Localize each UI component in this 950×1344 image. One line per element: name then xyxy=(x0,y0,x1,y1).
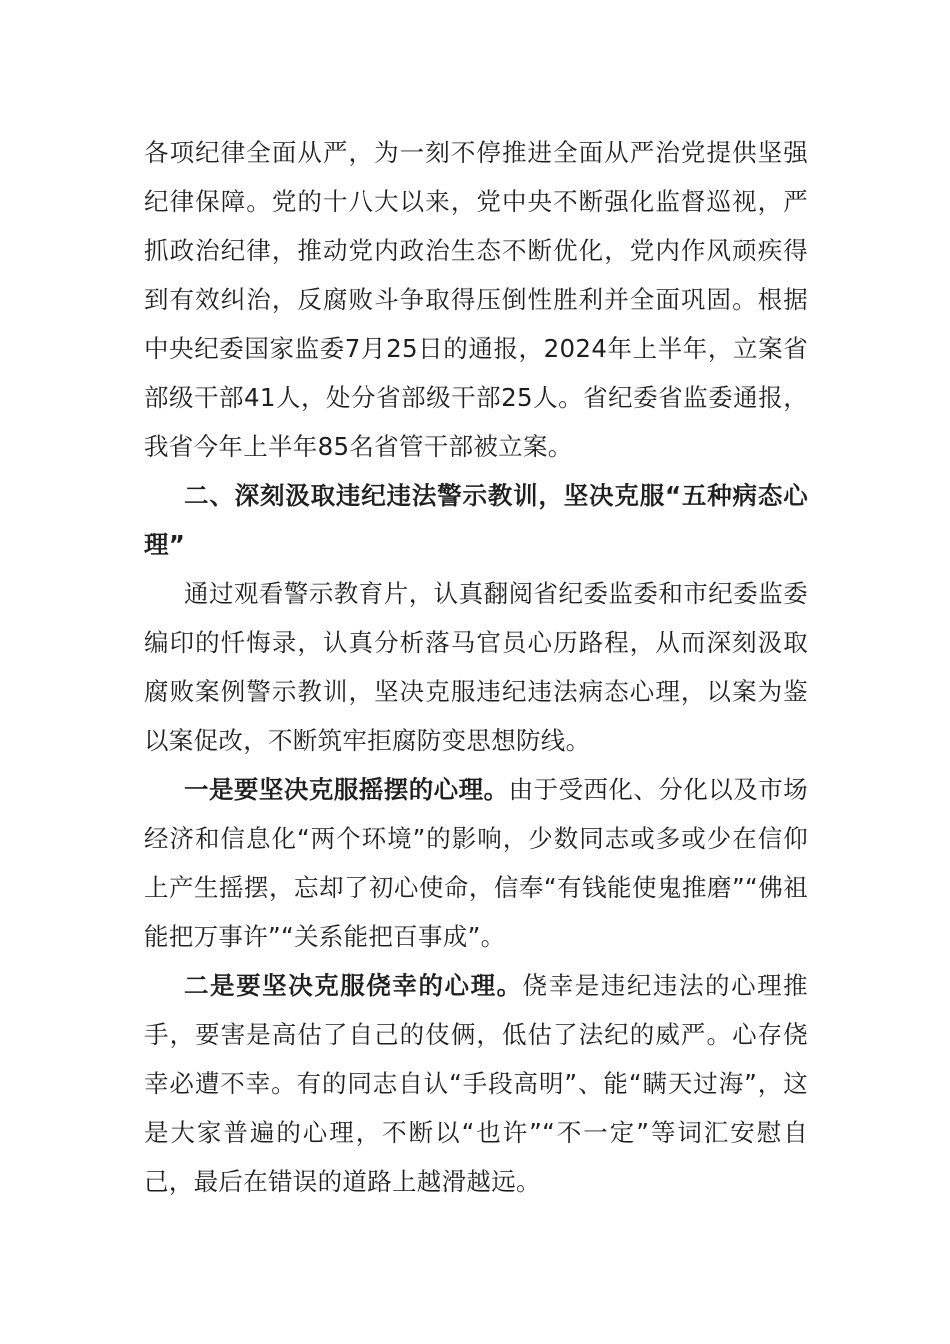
heading-text: 二、深刻汲取违纪违法警示教训，坚决克服“五种病态心理” xyxy=(144,481,808,559)
document-body xyxy=(144,128,808,1206)
section-heading-two xyxy=(144,471,808,569)
point-two-lead: 二是要坚决克服侥幸的心理。 xyxy=(184,971,523,1000)
paragraph-point-two xyxy=(144,961,808,1206)
paragraph-text: 各项纪律全面从严，为一刻不停推进全面从严治党提供坚强纪律保障。党的十八大以来，党中央不断强化监督巡视，严抓政治纪律，推动党内政治生态不断优化，党内作风顽疾得到有效纠治，反腐败斗争取得压倒性胜利并全面巩固。根据中央纪委国家监委7月25日的通报，2024年上半年，立案省部级干部41人，处分省部级干部25人。省纪委省监委通报，我省今年上半年85名省管干部被立案。 xyxy=(144,138,808,461)
paragraph-text: 侥幸是违纪违法的心理推手，要害是高估了自己的伎俩，低估了法纪的威严。心存侥幸必遭不幸。有的同志自认“手段高明”、能“瞒天过海”，这是大家普遍的心理，不断以“也许”“不一定”等词汇安慰自己，最后在错误的道路上越滑越远。 xyxy=(144,971,808,1196)
paragraph-discipline-summary xyxy=(144,128,808,471)
point-one-lead: 一是要坚决克服摇摆的心理。 xyxy=(184,775,509,804)
paragraph-text: 由于受西化、分化以及市场经济和信息化“两个环境”的影响，少数同志或多或少在信仰上产生摇摆，忘却了初心使命，信奉“有钱能使鬼推磨”“佛祖能把万事许”“关系能把百事成”。 xyxy=(144,775,808,951)
paragraph-warning-education xyxy=(144,569,808,765)
paragraph-point-one xyxy=(144,765,808,961)
paragraph-text: 通过观看警示教育片，认真翻阅省纪委监委和市纪委监委编印的忏悔录，认真分析落马官员心历路程，从而深刻汲取腐败案例警示教训，坚决克服违纪违法病态心理，以案为鉴以案促改，不断筑牢拒腐防变思想防线。 xyxy=(144,579,808,755)
